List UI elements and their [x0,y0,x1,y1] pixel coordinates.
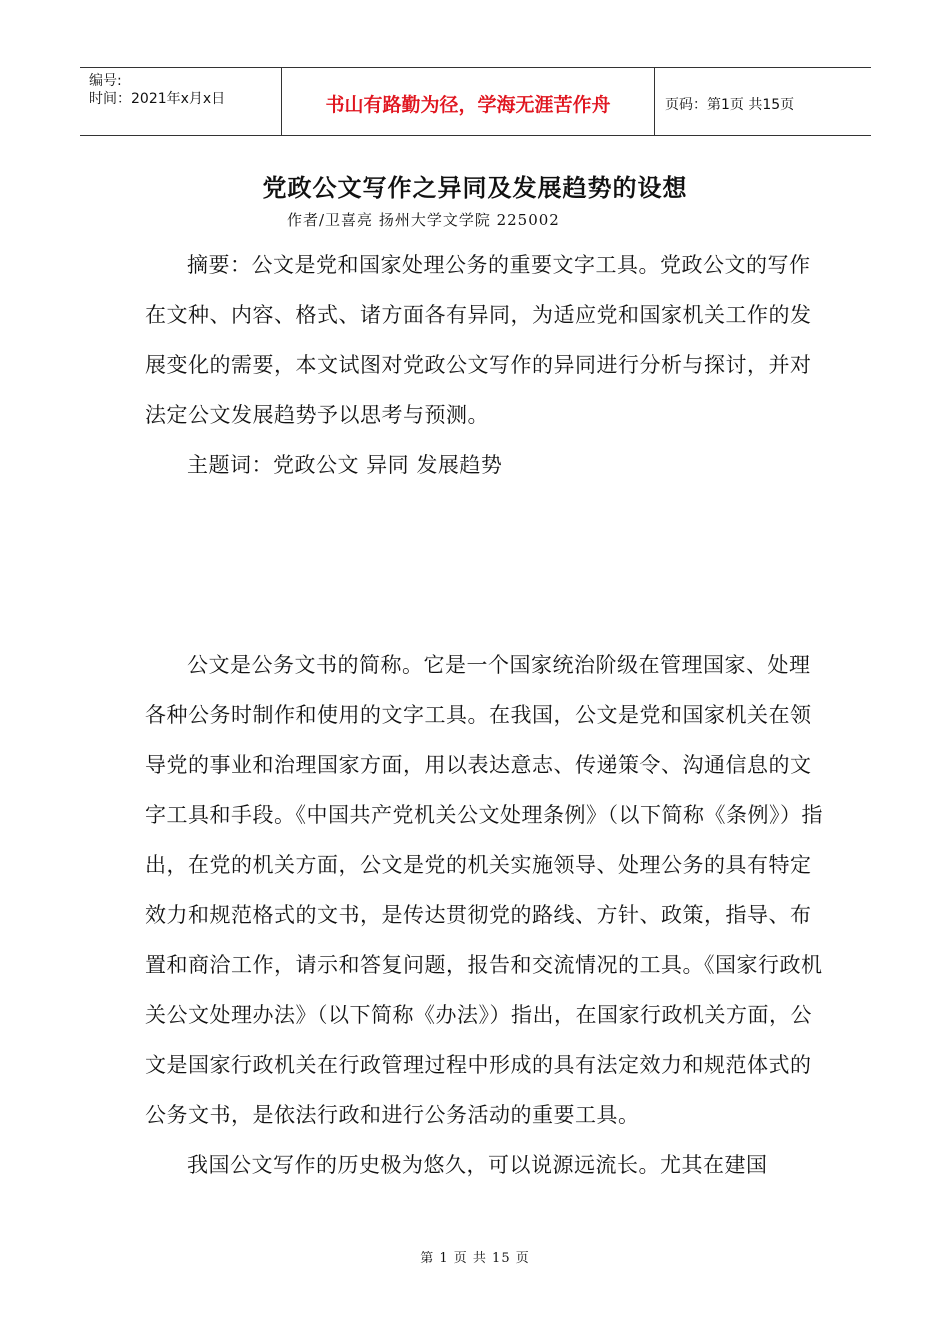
body-paragraph: 我国公文写作的历史极为悠久，可以说源远流长。尤其在建国 [187,1153,768,1177]
body-paragraph: 公文是公务文书的简称。它是一个国家统治阶级在管理国家、处理各种公务时制作和使用的文字工具。在我国，公文是党和国家机关在领导党的事业和治理国家方面，用以表达意志、传递策令、沟通信息的文字工具和手段。《中国共产党机关公文处理条例》（以下简称《条例》）指出，在党的机关方面，公文是党的机关实施领导、处理公务的具有特定效力和规范格式的文书，是传达贯彻党的路线、方针、政策，指导、布置和商洽工作，请示和答复问题，报告和交流情况的工具。《国家行政机关公文处理办法》（以下简称《办法》）指出，在国家行政机关方面，公文是国家行政机关在行政管理过程中形成的具有法定效力和规范体式的公务文书，是依法行政和进行公务活动的重要工具。 [145,653,823,1127]
header-motto: 书山有路勤为径，学海无涯苦作舟 [325,94,611,116]
abstract-paragraph: 摘要：公文是党和国家处理公务的重要文字工具。党政公文的写作在文种、内容、格式、诸方面各有异同，为适应党和国家机关工作的发展变化的需要，本文试图对党政公文写作的异同进行分析与探讨，并对法定公文发展趋势予以思考与预测。 [145,253,812,427]
header-page-info: 页码：第1页 共15页 [665,96,795,113]
header-meta-cell [80,68,281,135]
document-author: 作者/卫喜亮 扬州大学文学院 225002 [287,211,560,229]
document-number-label: 编号: [89,73,122,89]
header-motto-cell [281,68,655,135]
section-spacer [145,490,825,640]
header-page-cell [655,68,871,135]
document-body [145,240,825,1190]
document-title: 党政公文写作之异同及发展趋势的设想 [262,174,688,202]
page-footer: 第 1 页 共 15 页 [420,1251,530,1266]
document-date-label: 时间：2021年x月x日 [89,91,226,107]
header-table [80,67,871,136]
keywords-paragraph: 主题词：党政公文 异同 发展趋势 [187,453,503,477]
